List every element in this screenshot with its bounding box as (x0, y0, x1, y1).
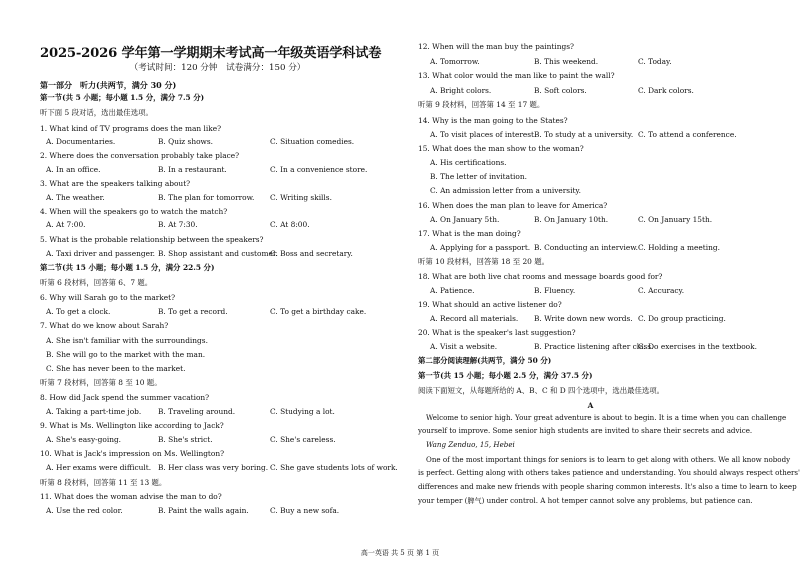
q10-option-b[interactable]: B. Her class was very boring. (158, 463, 269, 472)
q19-option-a[interactable]: A. Record all materials. (430, 314, 519, 323)
question-17: 17. What is the man doing? (418, 229, 521, 238)
q16-option-a[interactable]: A. On January 5th. (430, 215, 500, 224)
q12-option-c[interactable]: C. Today. (638, 57, 672, 66)
q7-option-c[interactable]: C. She has never been to the market. (46, 364, 186, 373)
q5-option-c[interactable]: C. Boss and secretary. (270, 249, 353, 258)
question-6: 6. Why will Sarah go to the market? (40, 293, 176, 302)
instruction-11-13: 听第 8 段材料，回答第 11 至 13 题。 (40, 478, 167, 487)
passage-label: A (587, 401, 594, 410)
reading-instruction: 阅读下面短文，从每题所给的 A、B、C 和 D 四个选项中，选出最佳选项。 (418, 386, 665, 395)
question-3: 3. What are the speakers talking about? (40, 179, 191, 188)
q20-option-a[interactable]: A. Visit a website. (430, 342, 498, 351)
q15-option-b[interactable]: B. The letter of invitation. (430, 172, 527, 181)
passage-author: Wang Zenduo, 15, Hebei (426, 440, 515, 449)
passage-line: differences and make new friends with people sharing common interests. It's also a time to learn to keep (418, 482, 797, 491)
passage-line: your temper (脾气) under control. A hot temper cannot solve any problems, but patience can. (418, 496, 753, 505)
q7-option-a[interactable]: A. She isn't familiar with the surroundings. (46, 336, 208, 345)
q13-option-a[interactable]: A. Bright colors. (430, 86, 492, 95)
q8-option-c[interactable]: C. Studying a lot. (270, 407, 335, 416)
q4-option-c[interactable]: C. At 8:00. (270, 220, 310, 229)
passage-line: is perfect. Getting along with others takes patience and understanding. You should always respect others' (418, 468, 800, 477)
question-11: 11. What does the woman advise the man to do? (40, 492, 222, 501)
q20-option-b[interactable]: B. Practice listening after class. (534, 342, 654, 351)
question-1: 1. What kind of TV programs does the man like? (40, 124, 222, 133)
q15-option-c[interactable]: C. An admission letter from a university. (430, 186, 581, 195)
q10-option-a[interactable]: A. Her exams were difficult. (46, 463, 152, 472)
q11-option-c[interactable]: C. Buy a new sofa. (270, 506, 340, 515)
q1-option-c[interactable]: C. Situation comedies. (270, 137, 355, 146)
reading-section1-heading: 第一节(共 15 小题；每小题 2.5 分，满分 37.5 分) (418, 371, 593, 380)
question-14: 14. Why is the man going to the States? (418, 116, 568, 125)
q19-option-c[interactable]: C. Do group practicing. (638, 314, 726, 323)
q12-option-a[interactable]: A. Tomorrow. (430, 57, 480, 66)
q13-option-c[interactable]: C. Dark colors. (638, 86, 694, 95)
q9-option-b[interactable]: B. She's strict. (158, 435, 213, 444)
page-footer: 高一英语 共 5 页 第 1 页 (360, 549, 440, 557)
question-20: 20. What is the speaker's last suggestion? (418, 328, 576, 337)
section2-heading: 第二节(共 15 小题；每小题 1.5 分，满分 22.5 分) (40, 263, 215, 272)
question-10: 10. What is Jack's impression on Ms. Wellington? (40, 449, 225, 458)
q17-option-a[interactable]: A. Applying for a passport. (430, 243, 531, 252)
q6-option-b[interactable]: B. To get a record. (158, 307, 228, 316)
q18-option-a[interactable]: A. Patience. (430, 286, 475, 295)
question-15: 15. What does the man show to the woman? (418, 144, 584, 153)
q11-option-b[interactable]: B. Paint the walls again. (158, 506, 249, 515)
section2-instruction: 听第 6 段材料，回答第 6、7 题。 (40, 278, 153, 287)
q2-option-c[interactable]: C. In a convenience store. (270, 165, 368, 174)
question-18: 18. What are both live chat rooms and message boards good for? (418, 272, 663, 281)
q1-option-b[interactable]: B. Quiz shows. (158, 137, 214, 146)
exam-subtitle: （考试时间：120 分钟 试卷满分：150 分） (129, 63, 306, 73)
q4-option-a[interactable]: A. At 7:00. (46, 220, 86, 229)
q5-option-b[interactable]: B. Shop assistant and customer. (158, 249, 278, 258)
q3-option-a[interactable]: A. The weather. (46, 193, 105, 202)
question-12: 12. When will the man buy the paintings? (418, 42, 574, 51)
q2-option-a[interactable]: A. In an office. (46, 165, 101, 174)
question-19: 19. What should an active listener do? (418, 300, 562, 309)
q20-option-c[interactable]: C. Do exercises in the textbook. (638, 342, 757, 351)
q8-option-b[interactable]: B. Traveling around. (158, 407, 236, 416)
q9-option-c[interactable]: C. She's careless. (270, 435, 336, 444)
instruction-8-10: 听第 7 段材料，回答第 8 至 10 题。 (40, 378, 162, 387)
question-13: 13. What color would the man like to paint the wall? (418, 71, 615, 80)
q9-option-a[interactable]: A. She's easy-going. (46, 435, 122, 444)
section1-instruction: 听下面 5 段对话，选出最佳选项。 (40, 108, 153, 117)
passage-line: One of the most important things for seniors is to learn to get along with others. We all know nobody (426, 455, 791, 464)
q11-option-a[interactable]: A. Use the red color. (46, 506, 123, 515)
q16-option-c[interactable]: C. On January 15th. (638, 215, 713, 224)
q19-option-b[interactable]: B. Write down new words. (534, 314, 633, 323)
q16-option-b[interactable]: B. On January 10th. (534, 215, 609, 224)
part2-heading: 第二部分阅读理解(共两节，满分 50 分) (418, 356, 552, 365)
q13-option-b[interactable]: B. Soft colors. (534, 86, 587, 95)
q18-option-c[interactable]: C. Accuracy. (638, 286, 685, 295)
part1-heading: 第一部分 听力(共两节，满分 30 分) (40, 80, 177, 90)
q8-option-a[interactable]: A. Taking a part-time job. (46, 407, 142, 416)
q2-option-b[interactable]: B. In a restaurant. (158, 165, 227, 174)
q17-option-c[interactable]: C. Holding a meeting. (638, 243, 720, 252)
q12-option-b[interactable]: B. This weekend. (534, 57, 599, 66)
q14-option-a[interactable]: A. To visit places of interest. (430, 130, 537, 139)
q7-option-b[interactable]: B. She will go to the market with the man. (46, 350, 206, 359)
q18-option-b[interactable]: B. Fluency. (534, 286, 576, 295)
exam-title: 2025-2026 学年第一学期期末考试高一年级英语学科试卷 (40, 46, 382, 61)
q6-option-a[interactable]: A. To get a clock. (46, 307, 111, 316)
q4-option-b[interactable]: B. At 7:30. (158, 220, 198, 229)
question-4: 4. When will the speakers go to watch the match? (40, 207, 228, 216)
question-5: 5. What is the probable relationship between the speakers? (40, 235, 264, 244)
question-9: 9. What is Ms. Wellington like according to Jack? (40, 421, 224, 430)
question-8: 8. How did Jack spend the summer vacation? (40, 393, 210, 402)
q14-option-c[interactable]: C. To attend a conference. (638, 130, 737, 139)
q15-option-a[interactable]: A. His certifications. (430, 158, 507, 167)
instruction-18-20: 听第 10 段材料，回答第 18 至 20 题。 (418, 257, 549, 266)
q5-option-a[interactable]: A. Taxi driver and passenger. (46, 249, 156, 258)
passage-line: yourself to improve. Some senior high students are invited to share their secrets and advice. (418, 426, 753, 435)
q1-option-a[interactable]: A. Documentaries. (46, 137, 116, 146)
q17-option-b[interactable]: B. Conducting an interview. (534, 243, 639, 252)
question-2: 2. Where does the conversation probably take place? (40, 151, 240, 160)
q3-option-c[interactable]: C. Writing skills. (270, 193, 332, 202)
passage-line: Welcome to senior high. Your great adventure is about to begin. It is a time when you can challenge (426, 413, 787, 422)
q14-option-b[interactable]: B. To study at a university. (534, 130, 634, 139)
q10-option-c[interactable]: C. She gave students lots of work. (270, 463, 398, 472)
section1-heading: 第一节(共 5 小题；每小题 1.5 分，满分 7.5 分) (40, 93, 205, 102)
q3-option-b[interactable]: B. The plan for tomorrow. (158, 193, 255, 202)
q6-option-c[interactable]: C. To get a birthday cake. (270, 307, 367, 316)
question-7: 7. What do we know about Sarah? (40, 321, 169, 330)
instruction-14-17: 听第 9 段材料，回答第 14 至 17 题。 (418, 100, 545, 109)
question-16: 16. When does the man plan to leave for America? (418, 201, 608, 210)
